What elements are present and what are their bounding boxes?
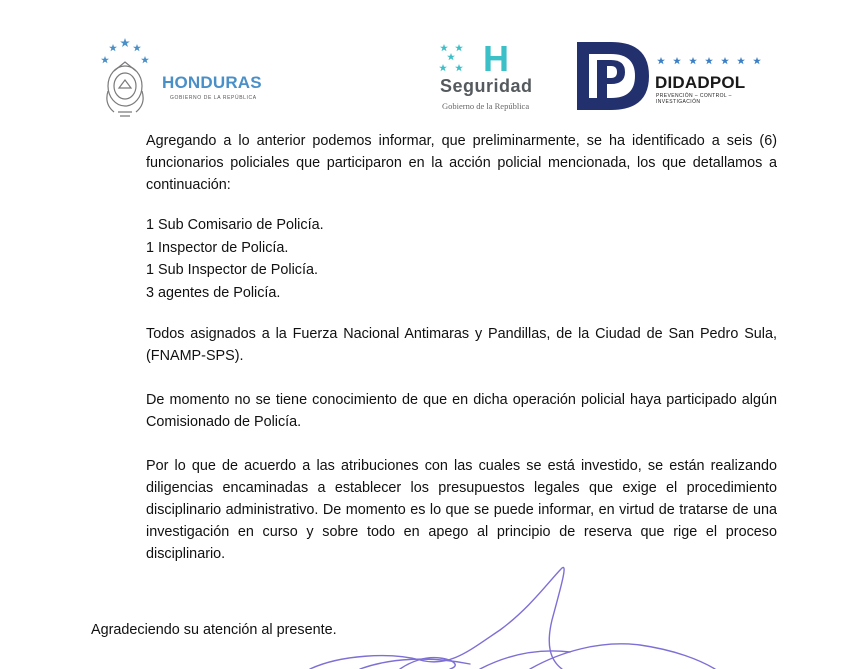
paragraph-identified-officers: Agregando a lo anterior podemos informar, que preliminarmente, se ha identificado a seis (6) funcionarios policiales que participaron en la acción policial mencionada, los que detallamos a continuación: <box>146 133 777 193</box>
officer-list <box>146 214 324 304</box>
signature-scribble <box>300 560 720 669</box>
paragraph-commissioner: De momento no se tiene conocimiento de que en dicha operación policial haya participado algún Comisionado de Policía. <box>146 392 777 430</box>
letterhead <box>0 0 853 125</box>
seguridad-subtitle: Gobierno de la República <box>442 101 530 111</box>
seguridad-name: Seguridad <box>440 76 533 96</box>
list-item: 1 Sub Comisario de Policía. <box>146 217 324 233</box>
coat-of-arms-icon <box>98 36 158 118</box>
list-item: 1 Inspector de Policía. <box>146 239 289 256</box>
seguridad-h-mark: H <box>483 42 509 76</box>
honduras-name: HONDURAS <box>162 73 262 92</box>
honduras-logo <box>98 36 288 118</box>
didadpol-logo <box>577 42 777 114</box>
list-item: 3 agentes de Policía. <box>146 284 281 301</box>
paragraph-investigation: Por lo que de acuerdo a las atribuciones con las cuales se está investido, se están realizando diligencias encaminadas a establecer los presupuestos legales que exige el procedimiento disciplinario administrativo. De momento es lo que se puede informar, en virtud de tratarse de una investigación en curso y sobre todo en apego al principio de reserva que rige el proceso disciplinario. <box>146 458 777 562</box>
didadpol-name: DIDADPOL <box>655 73 746 92</box>
list-item: 1 Sub Inspector de Policía. <box>146 262 318 278</box>
didadpol-subtitle: PREVENCIÓN – CONTROL – INVESTIGACIÓN <box>656 93 732 105</box>
seguridad-emblem-icon <box>438 42 563 76</box>
seguridad-logo <box>438 42 563 117</box>
honduras-subtitle: GOBIERNO DE LA REPÚBLICA <box>170 95 257 101</box>
paragraph-assignment: Todos asignados a la Fuerza Nacional Antimaras y Pandillas, de la Ciudad de San Pedro Sula, (FNAMP-SPS). <box>146 326 777 364</box>
closing-line: Agradeciendo su atención al presente. <box>91 622 337 638</box>
